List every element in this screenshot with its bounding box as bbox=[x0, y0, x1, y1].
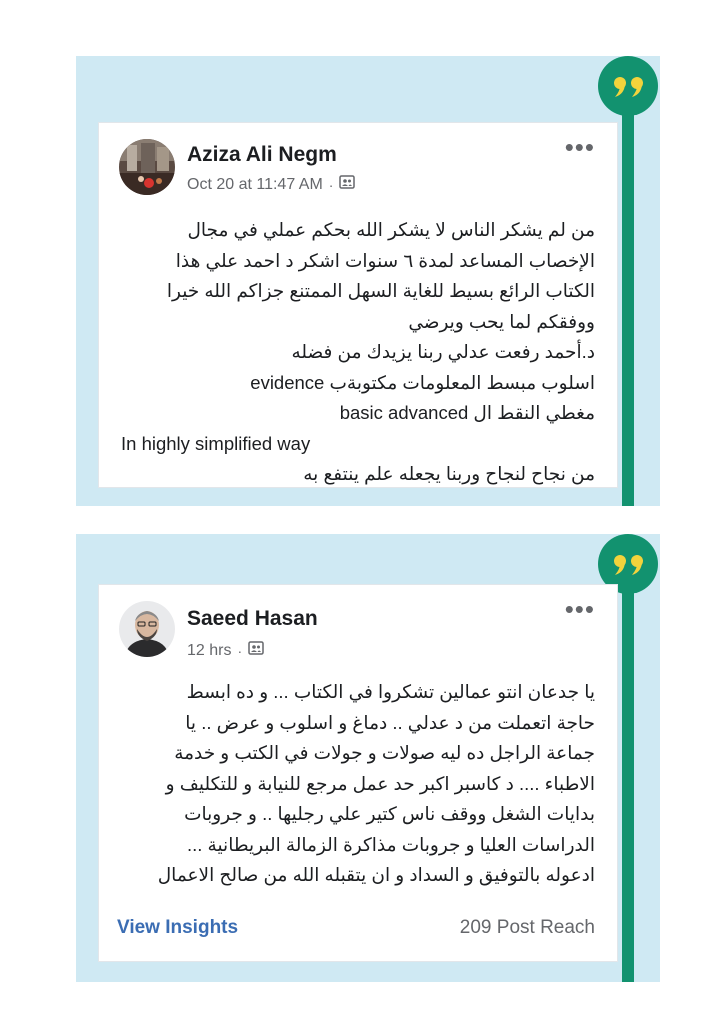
friends-icon[interactable] bbox=[248, 641, 264, 660]
post-reach: 209 Post Reach bbox=[459, 917, 595, 938]
testimonial-panel-1 bbox=[76, 56, 660, 506]
post-card bbox=[98, 122, 618, 488]
post-line: اسلوب مبسط المعلومات مكتوبةب evidence bbox=[250, 371, 595, 393]
post-line: بدايات الشغل ووقف ناس كتير علي رجليها .. و جروبات bbox=[184, 803, 595, 824]
post-line: الدراسات العليا و جروبات مذاكرة الزمالة البريطانية ... bbox=[186, 833, 595, 855]
post-card bbox=[98, 584, 618, 962]
testimonial-panel-2 bbox=[76, 534, 660, 982]
quote-rail bbox=[622, 564, 634, 982]
timestamp[interactable]: Oct 20 at 11:47 AM bbox=[187, 175, 323, 193]
avatar[interactable] bbox=[119, 139, 175, 195]
more-options-icon[interactable]: ••• bbox=[564, 594, 595, 624]
post-line: الإخصاب المساعد لمدة ٦ سنوات اشكر د احمد علي هذا bbox=[175, 249, 595, 271]
post-line: د.أحمد رفعت عدلي ربنا يزيدك من فضله bbox=[291, 341, 595, 362]
author-name[interactable]: Aziza Ali Negm bbox=[187, 143, 337, 166]
post-line: الاطباء .... د كاسبر اكبر حد عمل مرجع للنيابة و للتكليف و bbox=[165, 772, 595, 794]
post-line: من لم يشكر الناس لا يشكر الله بحكم عملي في مجال bbox=[187, 219, 595, 240]
quote-icon bbox=[598, 56, 658, 116]
timestamp[interactable]: 12 hrs bbox=[187, 641, 232, 659]
meta-separator: · bbox=[328, 176, 334, 193]
post-meta bbox=[187, 641, 264, 660]
quote-rail bbox=[622, 86, 634, 506]
post-body bbox=[121, 677, 595, 891]
avatar[interactable] bbox=[119, 601, 175, 657]
view-insights-link[interactable]: View Insights bbox=[117, 917, 239, 938]
post-meta bbox=[187, 175, 355, 194]
post-line: ووفقكم لما يحب ويرضي bbox=[408, 310, 595, 332]
post-line: يا جدعان انتو عمالين تشكروا في الكتاب ... و ده ابسط bbox=[186, 681, 595, 702]
post-body bbox=[121, 215, 595, 490]
post-line: جماعة الراجل ده ليه صولات و جولات في الكتب و خدمة bbox=[174, 742, 595, 763]
post-line: In highly simplified way bbox=[121, 432, 311, 454]
friends-icon[interactable] bbox=[339, 175, 355, 194]
post-line: ادعوله بالتوفيق و السداد و ان يتقبله الله من صالح الاعمال bbox=[157, 864, 595, 885]
post-line: مغطي النقط ال basic advanced bbox=[339, 402, 595, 423]
post-line: الكتاب الرائع بسيط للغاية السهل الممتنع جزاكم الله خيرا bbox=[166, 280, 595, 301]
post-line: من نجاح لنجاح وربنا يجعله علم ينتفع به bbox=[303, 463, 595, 484]
author-name[interactable]: Saeed Hasan bbox=[187, 607, 318, 630]
meta-separator: · bbox=[237, 642, 243, 659]
more-options-icon[interactable]: ••• bbox=[564, 132, 595, 162]
post-line: حاجة اتعملت من د عدلي .. دماغ و اسلوب و عرض .. يا bbox=[185, 711, 595, 733]
